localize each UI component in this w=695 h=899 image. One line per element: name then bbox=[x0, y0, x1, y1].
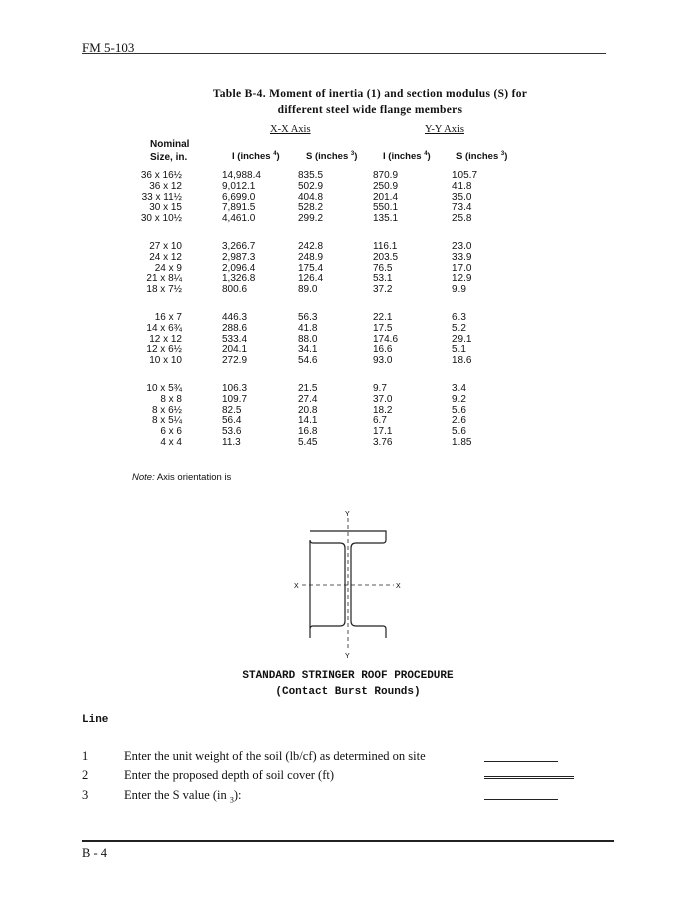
table-cell-i-yy: 250.9 bbox=[373, 180, 399, 192]
table-cell-s-yy: 12.9 bbox=[452, 273, 472, 285]
procedure-title-line-1: STANDARD STRINGER ROOF PROCEDURE bbox=[242, 670, 454, 682]
table-cell-size: 36 x 12 bbox=[149, 180, 182, 192]
table-cell-s-yy: 5.6 bbox=[452, 404, 466, 416]
col-header-s-xx: S (inches $^3$) bbox=[306, 151, 358, 163]
table-cell-i-xx: 109.7 bbox=[222, 393, 248, 405]
table-cell-s-yy: 25.8 bbox=[452, 213, 472, 225]
table-cell-size: 12 x 6½ bbox=[146, 344, 182, 356]
table-cell-size: 27 x 10 bbox=[149, 241, 182, 252]
table-cell-s-yy: 3.4 bbox=[452, 383, 466, 394]
table-cell-i-xx: 272.9 bbox=[222, 355, 248, 367]
table-cell-size: 8 x 8 bbox=[160, 393, 182, 405]
table-cell-i-xx: 7,891.5 bbox=[222, 202, 256, 214]
table-cell-size: 8 x 6½ bbox=[151, 404, 182, 416]
table-cell-s-xx: 502.9 bbox=[298, 180, 324, 192]
table-cell-size: 12 x 12 bbox=[149, 333, 182, 345]
table-cell-i-xx: 2,096.4 bbox=[222, 262, 256, 274]
procedure-title bbox=[150, 668, 546, 700]
table-cell-i-yy: 203.5 bbox=[373, 251, 399, 263]
x-axis-left-label: X bbox=[294, 583, 299, 590]
table-cell-s-xx: 34.1 bbox=[298, 344, 318, 356]
table-cell-i-xx: 14,988.4 bbox=[222, 170, 261, 181]
step-2-number: 2 bbox=[82, 768, 89, 782]
table-cell-i-yy: 53.1 bbox=[373, 273, 393, 285]
table-cell-s-xx: 88.0 bbox=[298, 333, 318, 345]
table-note bbox=[132, 472, 231, 483]
table-cell-i-yy: 135.1 bbox=[373, 213, 399, 225]
header-rule bbox=[82, 53, 606, 54]
line-heading: Line bbox=[82, 714, 109, 726]
table-cell-i-yy: 3.76 bbox=[373, 437, 393, 448]
table-cell-s-yy: 1.85 bbox=[452, 437, 472, 448]
footer-rule bbox=[82, 840, 614, 842]
footer-page-number: B - 4 bbox=[82, 846, 107, 860]
table-cell-size: 16 x 7 bbox=[154, 312, 182, 323]
table-cell-i-yy: 6.7 bbox=[373, 415, 387, 427]
table-cell-s-xx: 299.2 bbox=[298, 213, 324, 225]
table-cell-size: 18 x 7½ bbox=[146, 284, 182, 296]
table-cell-s-yy: 6.3 bbox=[452, 312, 466, 323]
table-cell-s-yy: 73.4 bbox=[452, 202, 472, 214]
table-cell-i-yy: 22.1 bbox=[373, 312, 393, 323]
step-1-answer-blank[interactable] bbox=[484, 761, 558, 762]
table-cell-size: 24 x 12 bbox=[149, 251, 182, 263]
table-cell-i-xx: 204.1 bbox=[222, 344, 248, 356]
table-cell-size: 33 x 11½ bbox=[141, 191, 182, 203]
table-cell-i-yy: 174.6 bbox=[373, 333, 399, 345]
table-cell-s-yy: 9.9 bbox=[452, 284, 466, 296]
table-cell-i-yy: 93.0 bbox=[373, 355, 393, 367]
nominal-heading-line-2: Size, in. bbox=[150, 152, 188, 163]
table-cell-size: 6 x 6 bbox=[160, 426, 182, 438]
table-cell-s-yy: 9.2 bbox=[452, 393, 466, 405]
table-caption-line-2: different steel wide flange members bbox=[277, 104, 463, 116]
table-cell-s-yy: 105.7 bbox=[452, 170, 478, 181]
table-cell-s-xx: 242.8 bbox=[298, 241, 324, 252]
table-cell-size: 24 x 9 bbox=[154, 262, 182, 274]
table-caption-line-1: Table B-4. Moment of inertia (1) and section modulus (S) for bbox=[212, 88, 528, 100]
table-cell-i-xx: 4,461.0 bbox=[222, 213, 256, 225]
step-2-answer-blank[interactable] bbox=[484, 776, 574, 779]
nominal-size-heading bbox=[150, 138, 189, 164]
table-cell-s-yy: 5.6 bbox=[452, 426, 466, 438]
table-cell-i-xx: 2,987.3 bbox=[222, 251, 256, 263]
col-header-i-yy: I (inches $^4$) bbox=[383, 151, 431, 163]
table-cell-s-xx: 56.3 bbox=[298, 312, 318, 323]
table-cell-s-yy: 5.1 bbox=[452, 344, 466, 356]
table-cell-s-xx: 5.45 bbox=[298, 437, 318, 448]
table-cell-i-yy: 37.0 bbox=[373, 393, 393, 405]
step-3-answer-blank[interactable] bbox=[484, 799, 558, 800]
table-cell-s-yy: 35.0 bbox=[452, 191, 472, 203]
table-cell-size: 30 x 10½ bbox=[140, 213, 182, 225]
table-cell-s-xx: 16.8 bbox=[298, 426, 318, 438]
wide-flange-beam-diagram bbox=[290, 508, 410, 658]
table-cell-s-xx: 54.6 bbox=[298, 355, 318, 367]
table-cell-s-yy: 29.1 bbox=[452, 333, 472, 345]
table-cell-s-xx: 89.0 bbox=[298, 284, 318, 296]
table-cell-i-xx: 3,266.7 bbox=[222, 241, 256, 252]
table-cell-i-xx: 6,699.0 bbox=[222, 191, 256, 203]
table-cell-size: 21 x 8¼ bbox=[146, 273, 182, 285]
step-1-text: Enter the unit weight of the soil (lb/cf) as determined on site bbox=[124, 749, 426, 763]
table-cell-s-yy: 33.9 bbox=[452, 251, 472, 263]
table-cell-s-yy: 2.6 bbox=[452, 415, 466, 427]
step-1-number: 1 bbox=[82, 749, 89, 763]
table-cell-s-yy: 23.0 bbox=[452, 241, 472, 252]
table-cell-i-xx: 53.6 bbox=[222, 426, 242, 438]
table-cell-i-xx: 446.3 bbox=[222, 312, 248, 323]
table-cell-i-yy: 9.7 bbox=[373, 383, 387, 394]
table-cell-s-yy: 5.2 bbox=[452, 322, 466, 334]
table-cell-i-yy: 16.6 bbox=[373, 344, 393, 356]
table-cell-i-yy: 550.1 bbox=[373, 202, 399, 214]
xx-axis-heading: X-X Axis bbox=[270, 124, 311, 135]
procedure-title-line-2: (Contact Burst Rounds) bbox=[275, 686, 421, 698]
table-cell-size: 14 x 6¾ bbox=[146, 322, 182, 334]
step-2-text: Enter the proposed depth of soil cover (ft) bbox=[124, 768, 335, 782]
table-cell-i-yy: 18.2 bbox=[373, 404, 393, 416]
table-cell-s-xx: 14.1 bbox=[298, 415, 318, 427]
step-3-text: Enter the S value (in $_3$): bbox=[124, 788, 242, 805]
table-cell-s-xx: 835.5 bbox=[298, 170, 324, 181]
x-axis-right-label: X bbox=[396, 583, 401, 590]
table-cell-i-xx: 533.4 bbox=[222, 333, 248, 345]
table-cell-s-yy: 18.6 bbox=[452, 355, 472, 367]
table-cell-i-yy: 17.5 bbox=[373, 322, 393, 334]
table-cell-i-xx: 11.3 bbox=[222, 437, 241, 448]
table-cell-s-yy: 41.8 bbox=[452, 180, 472, 192]
table-cell-s-xx: 27.4 bbox=[298, 393, 318, 405]
y-axis-bottom-label: Y bbox=[345, 653, 350, 658]
table-cell-i-xx: 800.6 bbox=[222, 284, 248, 296]
table-cell-i-xx: 106.3 bbox=[222, 383, 248, 394]
table-cell-size: 10 x 5¾ bbox=[146, 383, 182, 394]
table-cell-i-xx: 9,012.1 bbox=[222, 180, 256, 192]
table-cell-s-xx: 175.4 bbox=[298, 262, 324, 274]
table-cell-size: 8 x 5¼ bbox=[151, 415, 182, 427]
table-cell-i-yy: 116.1 bbox=[373, 241, 398, 252]
note-text: Axis orientation is bbox=[154, 472, 232, 483]
table-cell-s-xx: 404.8 bbox=[298, 191, 324, 203]
table-cell-s-xx: 20.8 bbox=[298, 404, 318, 416]
col-header-s-yy: S (inches $^3$) bbox=[456, 151, 508, 163]
table-cell-s-xx: 126.4 bbox=[298, 273, 324, 285]
table-caption bbox=[150, 86, 590, 118]
table-cell-size: 4 x 4 bbox=[160, 437, 182, 448]
note-label: Note: bbox=[132, 472, 155, 483]
table-cell-s-xx: 41.8 bbox=[298, 322, 318, 334]
table-cell-s-yy: 17.0 bbox=[452, 262, 472, 274]
col-header-i-xx: I (inches $^4$) bbox=[232, 151, 280, 163]
y-axis-top-label: Y bbox=[345, 511, 350, 518]
step-3-number: 3 bbox=[82, 788, 89, 802]
table-cell-i-xx: 56.4 bbox=[222, 415, 242, 427]
table-cell-size: 36 x 16½ bbox=[140, 170, 182, 181]
table-cell-i-xx: 1,326.8 bbox=[222, 273, 256, 285]
table-cell-size: 10 x 10 bbox=[149, 355, 182, 367]
table-cell-i-yy: 17.1 bbox=[373, 426, 393, 438]
page-header-title: FM 5-103 bbox=[82, 40, 135, 55]
table-cell-i-xx: 288.6 bbox=[222, 322, 248, 334]
table-cell-i-yy: 37.2 bbox=[373, 284, 393, 296]
table-cell-size: 30 x 15 bbox=[149, 202, 182, 214]
table-cell-s-xx: 21.5 bbox=[298, 383, 318, 394]
yy-axis-heading: Y-Y Axis bbox=[425, 124, 464, 135]
table-cell-i-yy: 870.9 bbox=[373, 170, 399, 181]
nominal-heading-line-1: Nominal bbox=[150, 139, 190, 150]
table-cell-s-xx: 248.9 bbox=[298, 251, 324, 263]
table-cell-i-yy: 76.5 bbox=[373, 262, 393, 274]
table-cell-s-xx: 528.2 bbox=[298, 202, 324, 214]
table-cell-i-yy: 201.4 bbox=[373, 191, 399, 203]
table-cell-i-xx: 82.5 bbox=[222, 404, 242, 416]
